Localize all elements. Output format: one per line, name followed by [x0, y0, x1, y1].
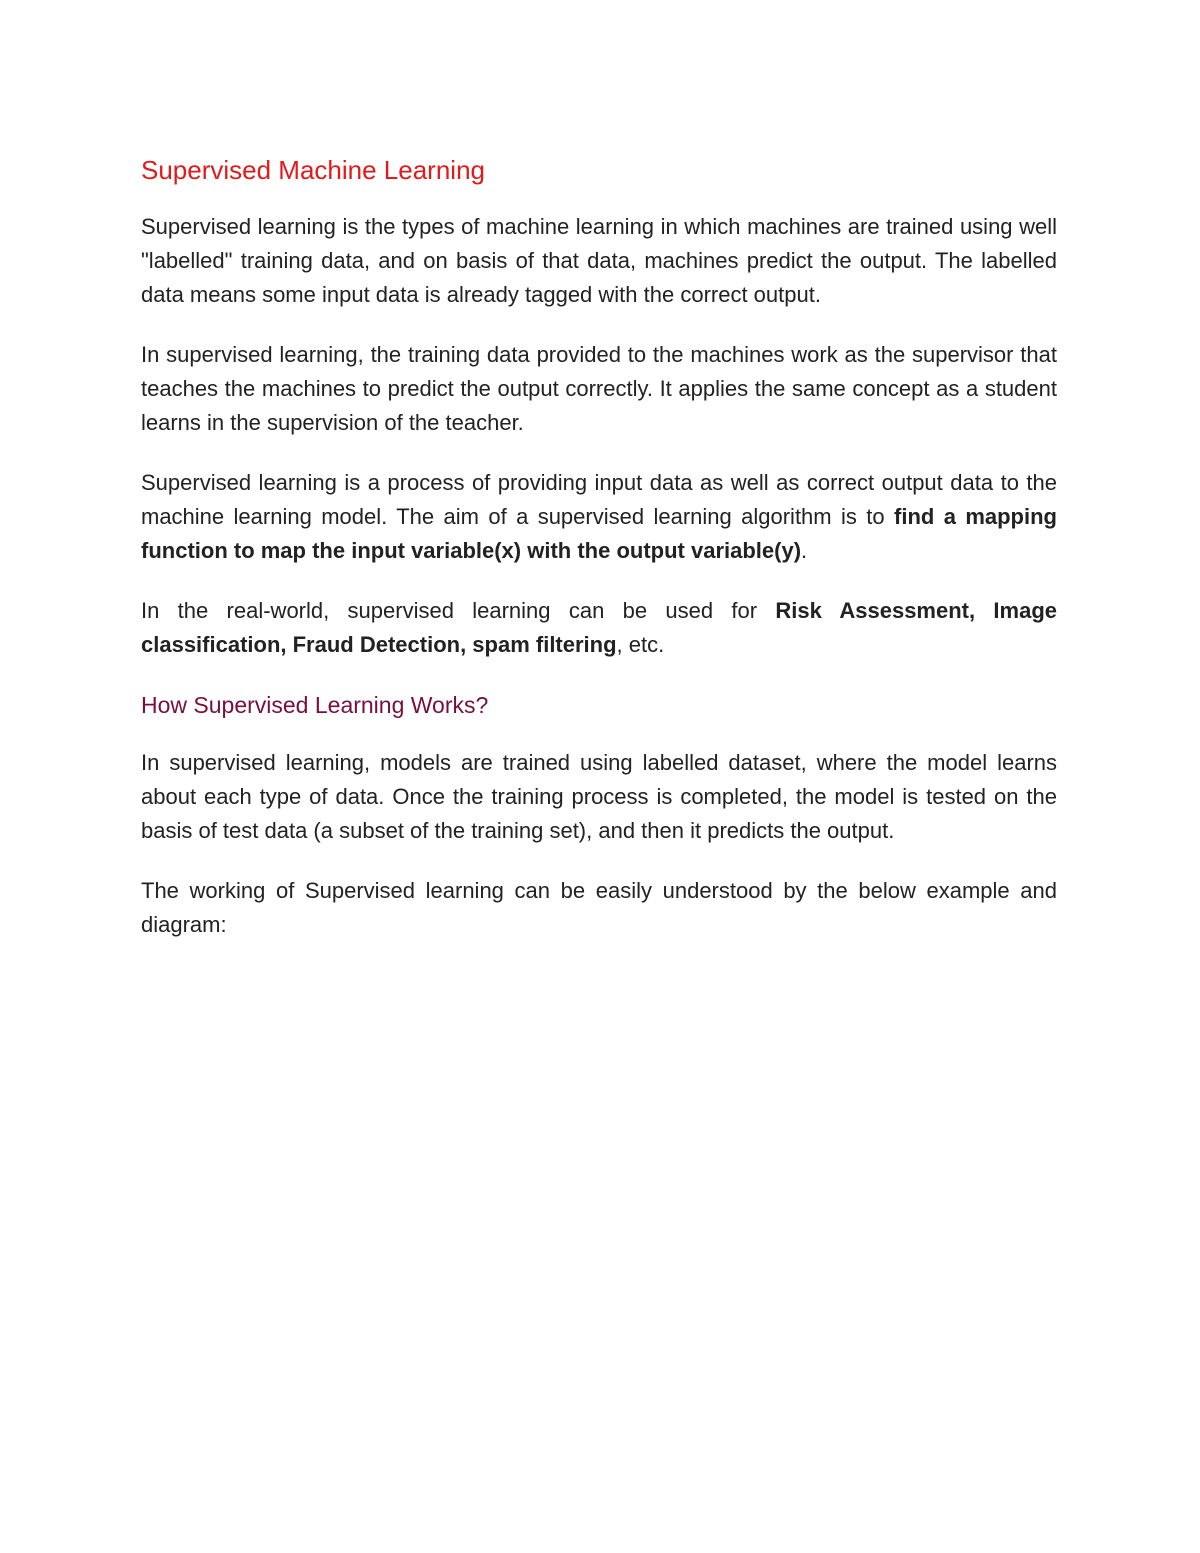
- paragraph-supervisor: In supervised learning, the training data provided to the machines work as the supervisor that teaches the machines to predict the output correctly. It applies the same concept as a student learns in the supervision of the teacher.: [141, 342, 1057, 435]
- paragraph-uses-tail: , etc.: [616, 632, 665, 657]
- paragraph-uses-bold: Risk Assessment, Image classification, Fraud Detection, spam filtering: [141, 598, 1057, 657]
- paragraph-example-intro: The working of Supervised learning can be easily understood by the below example and diagram:: [141, 878, 1057, 937]
- paragraph-real-world-uses: [141, 594, 1057, 662]
- paragraph-how-it-works: In supervised learning, models are trained using labelled dataset, where the model learns about each type of data. Once the training process is completed, the model is tested on the basis of test data (a subset of the training set), and then it predicts the output.: [141, 750, 1057, 843]
- document-title: Supervised Machine Learning: [141, 155, 485, 185]
- paragraph-mapping-function: [141, 466, 1057, 568]
- paragraph-mapping-bold: find a mapping function to map the input variable(x) with the output variable(y): [141, 504, 1057, 563]
- paragraph-definition: Supervised learning is the types of machine learning in which machines are trained using well "labelled" training data, and on basis of that data, machines predict the output. The labelled data means some input data is already tagged with the correct output.: [141, 214, 1057, 307]
- paragraph-mapping-lead: Supervised learning is a process of providing input data as well as correct output data to the machine learning model. The aim of a supervised learning algorithm is to: [141, 470, 1057, 529]
- document-page: [141, 150, 1057, 968]
- section-heading: How Supervised Learning Works?: [141, 692, 489, 718]
- paragraph-mapping-tail: .: [801, 538, 808, 563]
- paragraph-uses-lead: In the real-world, supervised learning can be used for: [141, 598, 776, 623]
